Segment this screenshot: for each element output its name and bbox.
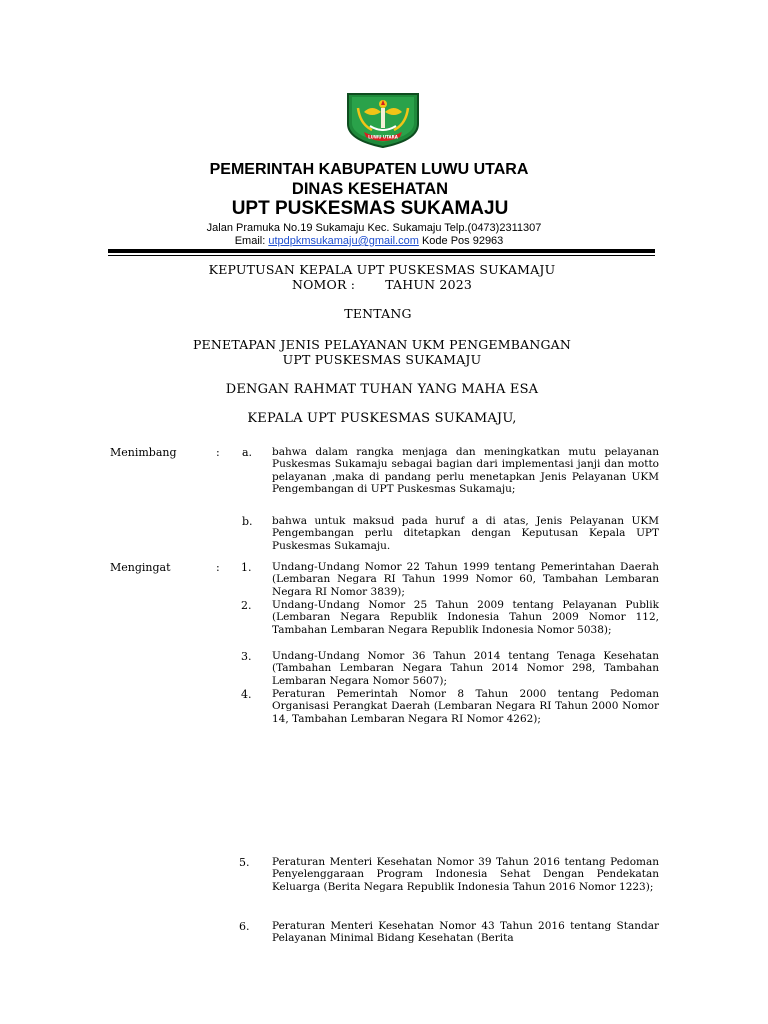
- menimbang-item-text: bahwa untuk maksud pada huruf a di atas, Jenis Pelayanan UKM Pengembangan perlu ditetapkan dengan Keputusan Kepala UPT Puskesmas Sukamaju.: [272, 515, 659, 552]
- mengingat-item-mark: 1.: [241, 561, 252, 574]
- mengingat-item-text: Undang-Undang Nomor 25 Tahun 2009 tentang Pelayanan Publik (Lembaran Negara Republik Indonesia Tahun 2009 Nomor 112, Tambahan Lembaran Negara Republik Indonesia Nomor 5038);: [272, 599, 659, 636]
- tentang-heading: TENTANG: [344, 306, 412, 321]
- mengingat-item-text: Peraturan Pemerintah Nomor 8 Tahun 2000 tentang Pedoman Organisasi Perangkat Daerah (Lembaran Negara RI Tahun 2000 Nomor 14, Tambahan Lembaran Negara RI Nomor 4262);: [272, 688, 659, 725]
- postal-code: Kode Pos 92963: [418, 235, 504, 247]
- regency-emblem-logo: [342, 90, 424, 148]
- decree-number: [0, 277, 766, 292]
- official-heading: KEPALA UPT PUSKESMAS SUKAMAJU,: [247, 411, 517, 426]
- decree-subject-line2: UPT PUSKESMAS SUKAMAJU: [282, 352, 482, 367]
- mengingat-item-text: Undang-Undang Nomor 22 Tahun 1999 tentang Pemerintahan Daerah (Lembaran Negara RI Tahun 1999 Nomor 60, Tambahan Lembaran Negara RI Nomor 3839);: [272, 561, 659, 598]
- svg-text:LUWU UTARA: LUWU UTARA: [368, 134, 398, 140]
- mengingat-item-text: Peraturan Menteri Kesehatan Nomor 39 Tahun 2016 tentang Pedoman Penyelenggaraan Program Indonesia Sehat Dengan Pendekatan Keluarga (Berita Negara Republik Indonesia Tahun 2016 Nomor 1223);: [272, 856, 659, 893]
- mengingat-colon: :: [216, 561, 220, 574]
- blessing-heading: DENGAN RAHMAT TUHAN YANG MAHA ESA: [225, 382, 539, 397]
- decree-title: KEPUTUSAN KEPALA UPT PUSKESMAS SUKAMAJU: [208, 262, 556, 277]
- letterhead-address: Jalan Pramuka No.19 Sukamaju Kec. Sukamaju Telp.(0473)2311307: [206, 222, 542, 234]
- menimbang-colon: :: [216, 446, 220, 459]
- email-label: Email:: [234, 235, 269, 247]
- mengingat-item-mark: 4.: [241, 688, 252, 701]
- decree-subject-line1: PENETAPAN JENIS PELAYANAN UKM PENGEMBANGAN: [192, 337, 572, 352]
- letterhead-divider-thick: [108, 249, 655, 253]
- menimbang-item-mark: b.: [242, 515, 253, 528]
- mengingat-item-text: Peraturan Menteri Kesehatan Nomor 43 Tahun 2016 tentang Standar Pelayanan Minimal Bidang Kesehatan (Berita: [272, 920, 659, 945]
- decree-year: TAHUN 2023: [385, 277, 473, 292]
- menimbang-label: Menimbang: [110, 446, 177, 459]
- mengingat-item-text: Undang-Undang Nomor 36 Tahun 2014 tentang Tenaga Kesehatan (Tambahan Lembaran Negara Tahun 2014 Nomor 298, Tambahan Lembaran Negara Nomor 5607);: [272, 650, 659, 687]
- mengingat-item-mark: 3.: [241, 650, 252, 663]
- letterhead-department: DINAS KESEHATAN: [291, 180, 449, 198]
- mengingat-item-mark: 2.: [241, 599, 252, 612]
- mengingat-label: Mengingat: [110, 561, 171, 574]
- menimbang-item-mark: a.: [242, 446, 253, 459]
- menimbang-item-text: bahwa dalam rangka menjaga dan meningkatkan mutu pelayanan Puskesmas Sukamaju sebagai bagian dari implementasi janji dan motto pelayanan ,maka di pandang perlu menetapkan Jenis Pelayanan UKM Pengembangan di UPT Puskesmas Sukamaju;: [272, 446, 659, 496]
- mengingat-item-mark: 6.: [239, 920, 250, 933]
- letterhead-government: PEMERINTAH KABUPATEN LUWU UTARA: [209, 161, 529, 178]
- letterhead-divider-thin: [108, 255, 655, 256]
- email-link[interactable]: utpdpkmsukamaju@gmail.com: [268, 235, 419, 247]
- mengingat-item-mark: 5.: [239, 856, 250, 869]
- letterhead-contact: [0, 235, 753, 247]
- nomor-label: NOMOR :: [291, 277, 356, 292]
- letterhead-institution: UPT PUSKESMAS SUKAMAJU: [231, 198, 509, 219]
